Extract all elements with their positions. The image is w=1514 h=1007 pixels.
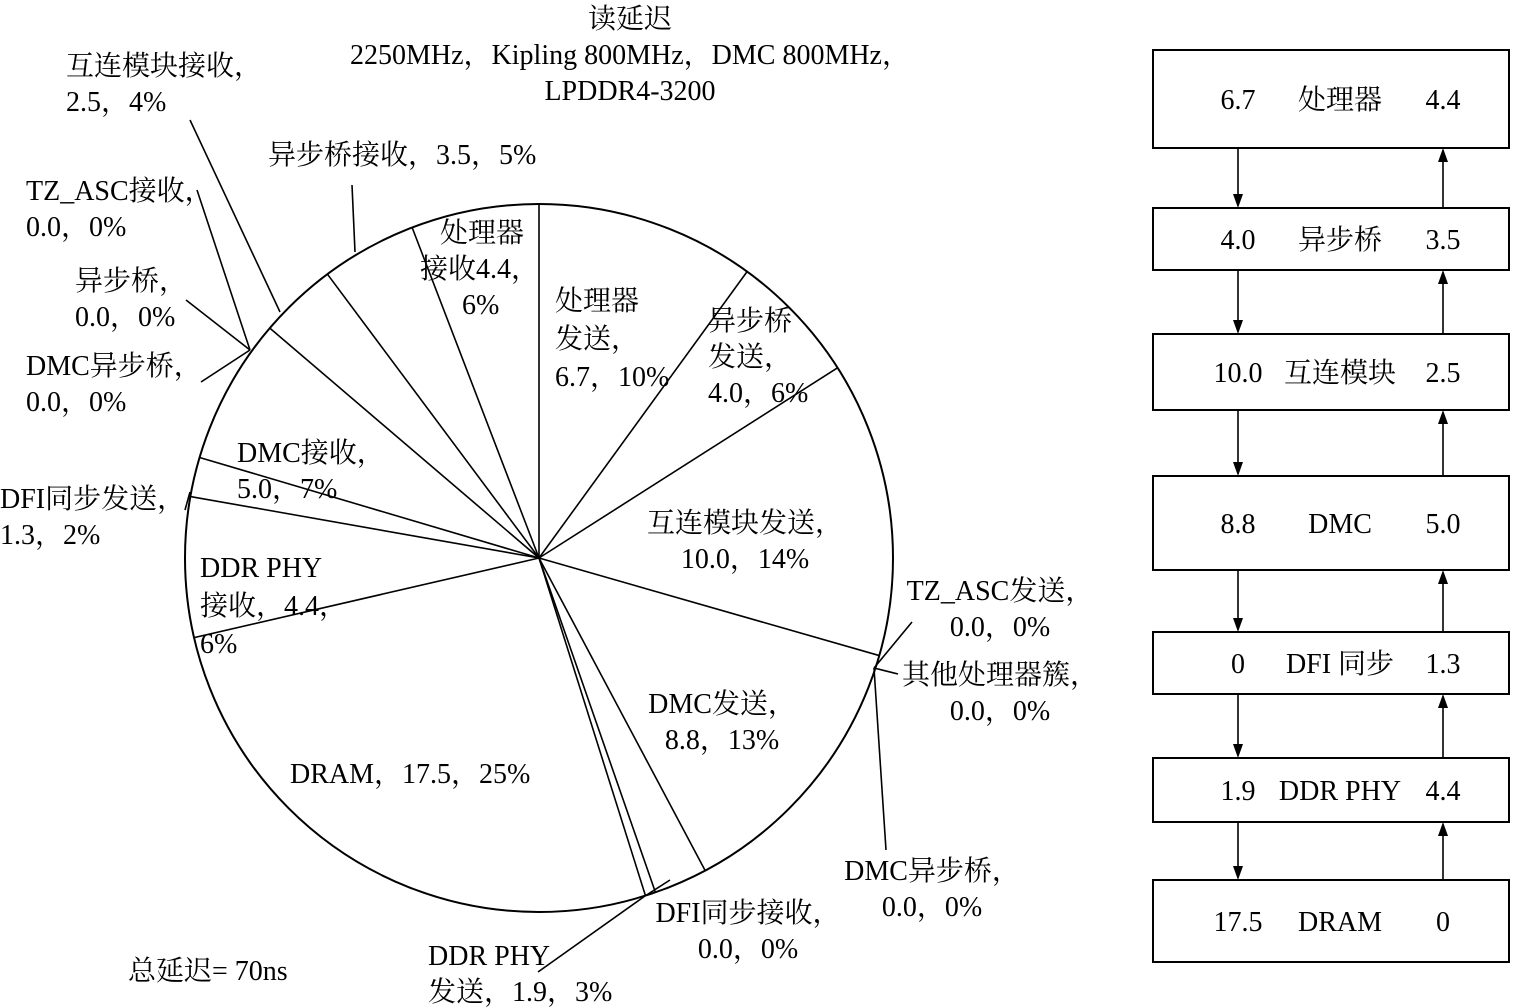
slice-label-line: DMC异步桥， [844, 856, 1020, 887]
slice-label [902, 659, 1098, 727]
down-arrow-icon [1233, 462, 1243, 476]
stage-name: 异步桥 [1297, 225, 1383, 256]
slice-label-line: 接收4.4， [420, 254, 540, 285]
stage-name: 互连模块 [1283, 358, 1397, 389]
slice-label-line: 0.0，0% [75, 302, 176, 333]
leader-line [197, 190, 250, 350]
slice-label-line: 0.0，0% [26, 212, 127, 243]
stage-request-latency: 4.0 [1220, 225, 1256, 256]
slice-label [26, 175, 213, 243]
slice-label-line: DMC异步桥， [26, 351, 202, 382]
down-arrow-icon [1233, 744, 1243, 758]
stage-request-latency: 1.9 [1220, 776, 1256, 807]
slice-label-line: 6% [462, 290, 500, 321]
chart-title-line: LPDDR4-3200 [544, 76, 716, 107]
slice-label [428, 941, 612, 1007]
slice-label-line: DFI同步发送， [0, 484, 186, 515]
stage-request-latency: 8.8 [1220, 509, 1256, 540]
slice-label-line: 6% [200, 629, 238, 660]
leader-line [874, 668, 898, 674]
pipeline-stage [1153, 632, 1509, 694]
stage-request-latency: 10.0 [1213, 358, 1263, 389]
stage-name: 处理器 [1297, 85, 1383, 116]
slice-label-line: 处理器 [440, 218, 525, 249]
slice-label-line: DDR PHY [200, 553, 323, 584]
stage-response-latency: 5.0 [1425, 509, 1461, 540]
leader-line [186, 300, 250, 350]
pipeline-stage [1153, 758, 1509, 822]
stage-name: DFI 同步 [1285, 649, 1395, 680]
slice-label [290, 759, 530, 790]
leader-line [190, 120, 280, 312]
down-arrow-icon [1233, 618, 1243, 632]
up-arrow-icon [1438, 410, 1448, 424]
up-arrow-icon [1438, 822, 1448, 836]
slice-label-line: TZ_ASC接收， [26, 176, 213, 207]
chart-title-line: 读延迟 [587, 4, 673, 35]
slice-label [655, 897, 840, 965]
stage-response-latency: 4.4 [1425, 776, 1461, 807]
slice-label-line: DFI同步接收， [655, 898, 841, 929]
down-arrow-icon [1233, 866, 1243, 880]
stage-request-latency: 17.5 [1213, 907, 1263, 938]
up-arrow-icon [1438, 148, 1448, 162]
chart-title-line: 2250MHz，Kipling 800MHz，DMC 800MHz， [350, 40, 910, 71]
slice-label-line: DMC发送， [648, 689, 796, 720]
up-arrow-icon [1438, 570, 1448, 584]
slice-label-line: 接收，4.4， [200, 591, 348, 622]
slice-label-line: 0.0，0% [881, 892, 983, 923]
slice-label-line: 0.0，0% [697, 934, 799, 965]
slice-label-line: 异步桥接收，3.5，5% [268, 140, 537, 171]
down-arrow-icon [1233, 194, 1243, 208]
stage-response-latency: 3.5 [1425, 225, 1461, 256]
slice-label-line: 5.0，7% [237, 474, 338, 505]
slice-label-line: 8.8，13% [664, 725, 780, 756]
stage-name: DDR PHY [1278, 776, 1402, 807]
stage-response-latency: 1.3 [1425, 649, 1461, 680]
slice-label-line: 发送，1.9，3% [428, 977, 613, 1007]
pipeline-stage [1153, 476, 1509, 570]
slice-label-line: 发送， [555, 324, 640, 355]
stage-response-latency: 0 [1436, 907, 1450, 938]
slice-label-line: 10.0，14% [680, 544, 810, 575]
slice-label-line: 处理器 [555, 286, 640, 317]
slice-label [26, 350, 202, 418]
pipeline-stage [1153, 334, 1509, 410]
up-arrow-icon [1438, 694, 1448, 708]
slice-label-line: 互连模块接收， [66, 51, 263, 82]
slice-label [0, 483, 185, 551]
slice-label-line: 0.0，0% [949, 612, 1051, 643]
slice-label-line: 6.7，10% [555, 362, 670, 393]
leader-line [874, 668, 886, 850]
slice-label-line: 0.0，0% [949, 696, 1051, 727]
slice-label-line: 1.3，2% [0, 520, 101, 551]
stage-request-latency: 6.7 [1220, 85, 1256, 116]
slice-label [907, 575, 1094, 643]
slice-label [268, 139, 536, 171]
stage-request-latency: 0 [1231, 649, 1245, 680]
total-latency-label: 总延迟= 70ns [128, 956, 288, 987]
slice-label-line: 异步桥， [75, 266, 188, 297]
slice-label-line: DRAM，17.5，25% [290, 759, 531, 790]
slice-label-line: 2.5，4% [66, 87, 167, 118]
slice-label-line: 异步桥 [708, 306, 793, 337]
slice-label-line: 发送， [708, 342, 793, 373]
pipeline-stage [1153, 208, 1509, 270]
stage-response-latency: 4.4 [1425, 85, 1461, 116]
stage-name: DRAM [1297, 907, 1383, 938]
stage-name: DMC [1308, 509, 1372, 540]
slice-label-line: 4.0，6% [708, 378, 809, 409]
up-arrow-icon [1438, 270, 1448, 284]
pipeline-stage [1153, 880, 1509, 962]
pipeline-diagram [1153, 50, 1509, 962]
slice-label [75, 265, 187, 333]
slice-label-line: 0.0，0% [26, 387, 127, 418]
leader-line [352, 185, 355, 252]
slice-label [66, 50, 262, 118]
stage-response-latency: 2.5 [1425, 358, 1461, 389]
slice-label-line: 其他处理器簇， [901, 660, 1099, 691]
chart-title [350, 3, 910, 107]
down-arrow-icon [1233, 320, 1243, 334]
slice-label-line: TZ_ASC发送， [906, 576, 1094, 607]
slice-label-line: DMC接收， [237, 438, 385, 469]
slice-label-line: DDR PHY [428, 941, 551, 972]
slice-label [844, 855, 1020, 923]
pipeline-stage [1153, 50, 1509, 148]
slice-label-line: 互连模块发送， [646, 508, 844, 539]
